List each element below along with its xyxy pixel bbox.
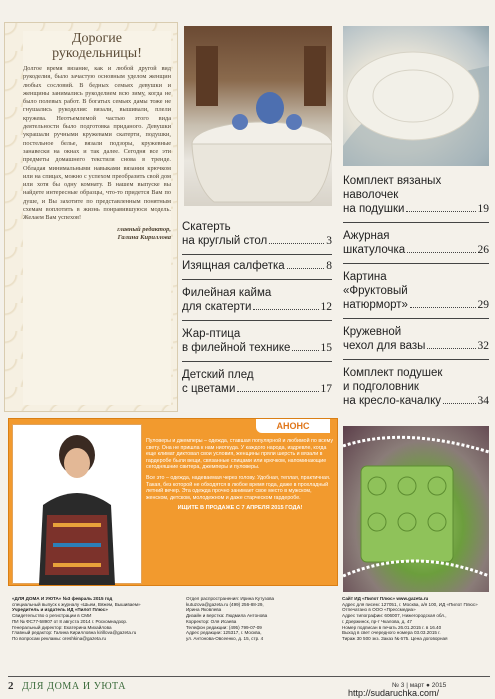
toc-item[interactable]: Скатерть на круглый стол 3	[182, 221, 332, 247]
imprint-col2: Отдел распространения: Ирина Кутузова kutuzova@gazeta.ru (499) 256-88-29, Ирина Яковлева Дизайн и верстка: Людмила Антонова Корректор: Оля Исаева Телефон редакции: (495) 799-07-09 Адрес редакции: 125317, г. Москва, ул. Антонова-Овсеенко, д. 15, стр. 4	[186, 596, 275, 641]
imprint-col3: Сайт ИД «Пилот Плюс» www.gazeta.ru Адрес для писем: 127051, г. Москва, а/я 100, ИД «Пилот Плюс» Отпечатано в ООО «Прессмедиа» Адрес типографии: 606007, Нижегородская обл., г. Дзержинск, пр-т Чкалова, д. 47 Номер подписан в печать 26.01.2015 г. в 16.40 Выход в свет очередного номера 03.03.2015 г. Тираж 30 500 экз. Заказ № 675. Цена договорная	[342, 596, 478, 641]
doily-illustration	[343, 26, 489, 166]
letter-signature: главный редактор, Галина Кириллова	[117, 225, 171, 241]
toc-page-number: 19	[477, 203, 489, 215]
toc-page-number: 8	[326, 260, 332, 272]
footer-rule	[8, 676, 490, 677]
watermark-url: http://sudaruchka.com/	[348, 688, 440, 698]
toc-item[interactable]: Комплект вязаных наволочек на подушки 19	[343, 175, 489, 215]
toc-page-number: 17	[320, 383, 332, 395]
editorial-letter	[4, 22, 178, 412]
crochet-box-photo	[343, 426, 489, 592]
letter-title	[23, 31, 171, 61]
toc-page-number: 12	[320, 301, 332, 313]
crochet-box-illustration	[343, 426, 489, 592]
toc-item[interactable]: Жар-птица в филейной технике 15	[182, 328, 332, 354]
toc-page-number: 34	[477, 395, 489, 407]
announcement-badge: АНОНС	[256, 419, 330, 433]
imprint-col1: «ДЛЯ ДОМА И УЮТА» №3 февраль 2015 год специальный выпуск к журналу «Шьем, Вяжем, Вышиваем» Учредитель и издатель ИД «Пилот Плюс» Свидетельство о регистрации в СМИ ПИ № ФС77-58907 от 8 августа 2014 г. Роскомнадзор. Генеральный директор: Екатерина Михайлова Главный редактор: Галина Кирилловна kirillova@gazeta.ru По вопросам рекламы: oreshkina@gazeta.ru	[12, 596, 141, 641]
toc-page-number: 26	[477, 244, 489, 256]
magazine-title: ДЛЯ ДОМА И УЮТА	[22, 681, 127, 692]
toc-right	[343, 174, 489, 408]
toc-item[interactable]: Картина «Фруктовый натюрморт» 29	[343, 271, 489, 311]
toc-left	[182, 220, 332, 396]
toc-item[interactable]: Кружевной чехол для вазы 32	[343, 326, 489, 352]
toc-item[interactable]: Комплект подушек и подголовник на кресло-качалку 34	[343, 367, 489, 407]
tablecloth-photo	[184, 26, 332, 206]
toc-page-number: 32	[477, 340, 489, 352]
announcement-photo	[12, 424, 142, 584]
announcement-cta: ИЩИТЕ В ПРОДАЖЕ С 7 АПРЕЛЯ 2015 ГОДА!	[177, 505, 303, 512]
announcement-text: Пуловеры и джемперы – одежда, ставшая популярной и любимой по всему свету. Она не пришла к нам ниоткуда. У каждого народа, издревле, когда еще климат диктовал свои условия, женщины пряли шерсть и вязали в гардеробе были вещи, связанные спицами или крючком, напоминающие сегодняшние свитера, джемперы и пуловеры. Все это – одежда, надеваемая через голову. Удобная, теплая, практичная. Такая, без которой не обходятся в любое время года, даже в прохладный летний вечер. Эта одежда прочно занимает свое место в мужском, женском, детском, молодежном и даже старческом гардеробе. ИЩИТЕ В ПРОДАЖЕ С 7 АПРЕЛЯ 2015 ГОДА!	[146, 438, 334, 512]
toc-item[interactable]: Изящная салфетка 8	[182, 260, 332, 272]
letter-title-line1: Дорогие	[72, 31, 122, 46]
tablecloth-illustration	[184, 26, 332, 206]
toc-page-number: 3	[326, 235, 332, 247]
letter-body: Долгое время вязание, как и любой другой вид рукоделия, было зачастую основным уделом женщин любых сословий. В бедных семьях девушки и женщины занимались рукоделием всю зиму, когда не было полевых работ. В богатых семьях дамы тоже не гнушались рукоделия: вязали, вышивали, плели кружева. Неотъемлемой частью этого вида деятельности было подготовка приданого. Девушки украшали ручными кружевами скатерти, подушки, постельное белье, вязали подзоры, кружевные занавески на окнах и так далее. Сегодня все эти предметы домашнего текстиля снова в тренде. Обладая минимальными навыками вязания крючком или на спицах, можно с успехом преобразить свой дом или хотя бы одну комнату. В нашем выпуске вы найдете интересные образцы, что-то придется Вам по душе, и Вы захотите по представленным понятным схемам воплотить в жизнь понравившуюся модель. Желаем Вам успехов!	[23, 65, 171, 222]
page-number: 2	[8, 680, 14, 692]
toc-page-number: 29	[477, 299, 489, 311]
woman-in-sweater-illustration	[13, 425, 143, 585]
toc-item[interactable]: Детский плед с цветами 17	[182, 369, 332, 395]
issue-info: № 3 | март ● 2015	[392, 682, 447, 689]
toc-page-number: 15	[320, 342, 332, 354]
toc-item[interactable]: Филейная кайма для скатерти 12	[182, 287, 332, 313]
doily-photo	[343, 26, 489, 166]
toc-item[interactable]: Ажурная шкатулочка 26	[343, 230, 489, 256]
letter-title-line2: рукодельницы!	[52, 46, 142, 61]
